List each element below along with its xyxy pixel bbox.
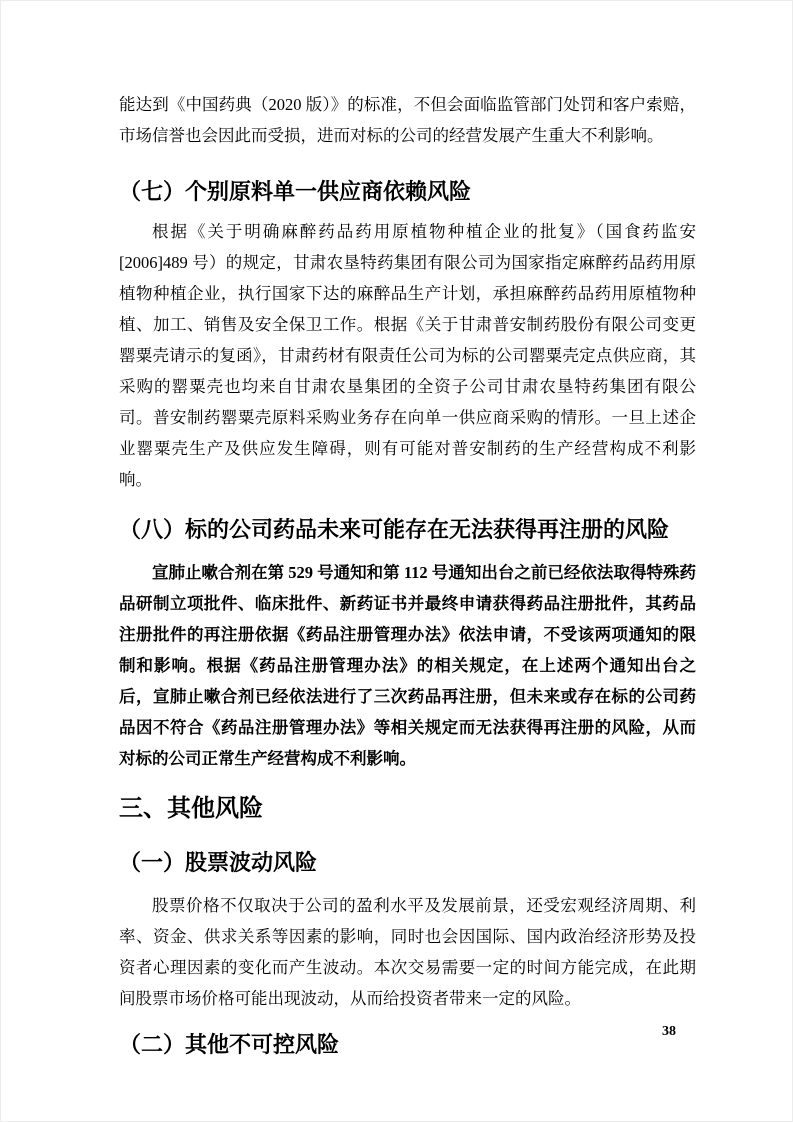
section-8-paragraph: 宣肺止嗽合剂在第 529 号通知和第 112 号通知出台之前已经依法取得特殊药品研制立项批件、临床批件、新药证书并最终申请获得药品注册批件，其药品注册批件的再注册依据《药品注册管理办法》依法申请，不受该两项通知的限制和影响。根据《药品注册管理办法》的相关规定，在上述两个通知出台之后，宣肺止嗽合剂已经依法进行了三次药品再注册，但未来或存在标的公司药品因不符合《药品注册管理办法》等相关规定而无法获得再注册的风险，从而对标的公司正常生产经营构成不利影响。: [119, 563, 696, 768]
section-8-heading: （八）标的公司药品未来可能存在无法获得再注册的风险: [119, 517, 670, 542]
section-3-1-paragraph: 股票价格不仅取决于公司的盈利水平及发展前景，还受宏观经济周期、利率、资金、供求关系等因素的影响，同时也会因国际、国内政治经济形势及投资者心理因素的变化而产生波动。本次交易需要一定的时间方能完成，在此期间股票市场价格可能出现波动，从而给投资者带来一定的风险。: [119, 896, 696, 1008]
section-3-1-heading: （一）股票波动风险: [119, 850, 318, 875]
section-7-paragraph: 根据《关于明确麻醉药品药用原植物种植企业的批复》（国食药监安[2006]489 号）的规定，甘肃农垦特药集团有限公司为国家指定麻醉药品药用原植物种植企业，执行国家下达的麻醉品生产计划，承担麻醉药品药用原植物种植、加工、销售及安全保卫工作。根据《关于甘肃普安制药股份有限公司变更罂粟壳请示的复函》，甘肃药材有限责任公司为标的公司罂粟壳定点供应商，其采购的罂粟壳也均来自甘肃农垦集团的全资子公司甘肃农垦特药集团有限公司。普安制药罂粟壳原料采购业务存在向单一供应商采购的情形。一旦上述企业罂粟壳生产及供应发生障碍，则有可能对普安制药的生产经营构成不利影响。: [119, 222, 696, 489]
continuation-paragraph: 能达到《中国药典（2020 版）》的标准，不但会面临监管部门处罚和客户索赔，市场信誉也会因此而受损，进而对标的公司的经营发展产生重大不利影响。: [119, 95, 696, 145]
chapter-3-heading: 三、其他风险: [119, 795, 263, 822]
page-number: 38: [662, 1024, 676, 1039]
section-3-2-heading: （二）其他不可控风险: [119, 1032, 340, 1057]
section-7-heading: （七）个别原料单一供应商依赖风险: [119, 179, 472, 204]
